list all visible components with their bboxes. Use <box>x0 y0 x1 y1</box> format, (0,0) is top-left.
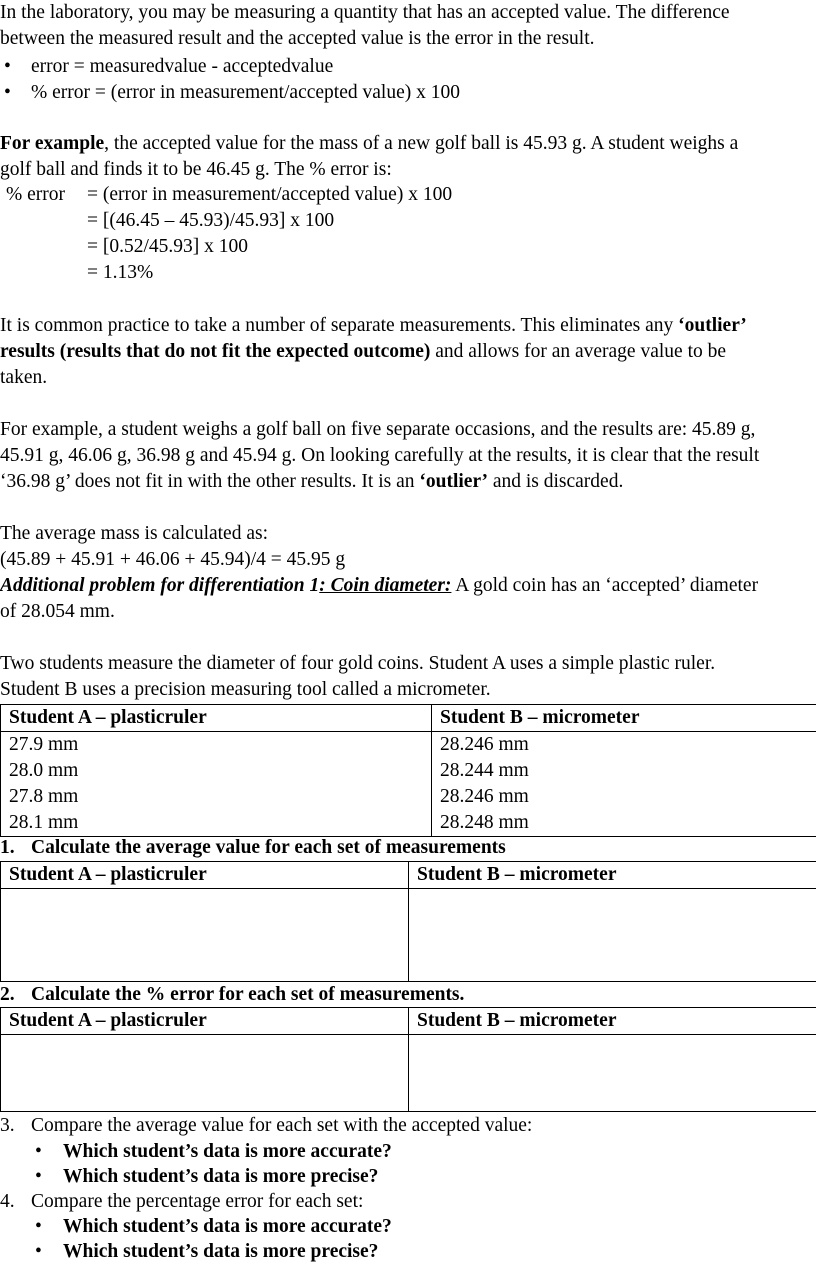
question-number: 1. <box>0 837 15 858</box>
bullet-text: error = measuredvalue - acceptedvalue <box>31 56 334 77</box>
students-line-1: Two students measure the diameter of four gold coins. Student A uses a simple plastic ruler. <box>0 653 716 674</box>
question-text: Compare the average value for each set with the accepted value: <box>31 1115 533 1136</box>
example-text: , the accepted value for the mass of a new golf ball is 45.93 g. A student weighs a <box>104 133 739 154</box>
table-cell: 28.0 mm <box>1 758 432 784</box>
table-header-cell: Student A – plasticruler <box>1 1008 409 1035</box>
answer-row <box>1 1035 816 1112</box>
table-cell: 28.246 mm <box>432 732 816 759</box>
calc-step: = (error in measurement/accepted value) x 100 <box>87 184 453 205</box>
practice-line-1 <box>0 313 747 339</box>
table-header-row <box>1 705 816 732</box>
bullet-text: Which student’s data is more precise? <box>63 1241 379 1262</box>
table-cell: 28.246 mm <box>432 784 816 810</box>
example-lead: For example <box>0 133 105 154</box>
table-header-row <box>1 1008 816 1035</box>
table-cell: 28.244 mm <box>432 758 816 784</box>
practice-text: and allows for an average value to be <box>430 341 727 362</box>
problem-text: A gold coin has an ‘accepted’ diameter <box>451 575 759 596</box>
students-line-2: Student B uses a precision measuring tool called a micrometer. <box>0 679 491 700</box>
bullet-text: Which student’s data is more accurate? <box>63 1216 392 1237</box>
question-number: 2. <box>0 984 15 1005</box>
answer-row <box>1 889 816 982</box>
calc-step: = [0.52/45.93] x 100 <box>87 236 249 257</box>
question-text: Calculate the % error for each set of measurements. <box>31 984 465 1005</box>
bullet-icon: • <box>35 1141 42 1162</box>
example2-text: ‘36.98 g’ does not fit in with the other results. It is an <box>0 471 420 492</box>
table-row <box>1 784 816 810</box>
practice-line-3: taken. <box>0 367 48 388</box>
table-cell: 28.248 mm <box>432 810 816 837</box>
problem-subtitle: : Coin diameter: <box>319 575 452 596</box>
table-row <box>1 732 816 759</box>
calc-step: = [(46.45 – 45.93)/45.93] x 100 <box>87 210 335 231</box>
answer-cell-student-a[interactable] <box>1 1035 409 1112</box>
table-header-row <box>1 862 816 889</box>
example2-text: and is discarded. <box>487 471 624 492</box>
answer-cell-student-a[interactable] <box>1 889 409 982</box>
table-header-cell: Student B – micrometer <box>409 862 816 889</box>
example1-line-1 <box>0 131 738 157</box>
average-line-1: The average mass is calculated as: <box>0 523 269 544</box>
bullet-icon: • <box>35 1216 42 1237</box>
outlier-term: ‘outlier’ <box>419 471 488 492</box>
table-header-cell: Student A – plasticruler <box>1 705 432 732</box>
problem-line-2: of 28.054 mm. <box>0 601 115 622</box>
bullet-text: Which student’s data is more precise? <box>63 1166 379 1187</box>
bullet-icon: • <box>4 56 11 77</box>
calc-step: = 1.13% <box>87 262 154 283</box>
bullet-icon: • <box>35 1166 42 1187</box>
average-line-2: (45.89 + 45.91 + 46.06 + 45.94)/4 = 45.95 g <box>0 549 346 570</box>
answer-cell-student-b[interactable] <box>409 1035 816 1112</box>
problem-line-1 <box>0 573 758 599</box>
question-number: 3. <box>0 1115 15 1136</box>
example1-line-2: golf ball and finds it to be 46.45 g. The % error is: <box>0 159 392 180</box>
bullet-text: % error = (error in measurement/accepted value) x 100 <box>31 82 460 103</box>
example2-line-2: 45.91 g, 46.06 g, 36.98 g and 45.94 g. On looking carefully at the results, it is clear that the result <box>0 445 760 466</box>
intro-line-1: In the laboratory, you may be measuring a quantity that has an accepted value. The difference <box>0 2 730 23</box>
question-number: 4. <box>0 1191 15 1212</box>
intro-line-2: between the measured result and the accepted value is the error in the result. <box>0 28 595 49</box>
example2-line-3 <box>0 469 623 495</box>
percent-error-answer-table <box>0 1007 816 1112</box>
question-text: Calculate the average value for each set of measurements <box>31 837 506 858</box>
average-answer-table <box>0 861 816 982</box>
table-header-cell: Student B – micrometer <box>409 1008 816 1035</box>
bullet-icon: • <box>4 82 11 103</box>
example2-line-1: For example, a student weighs a golf ball on five separate occasions, and the results are: 45.89 g, <box>0 419 756 440</box>
table-cell: 27.8 mm <box>1 784 432 810</box>
table-row <box>1 758 816 784</box>
table-header-cell: Student B – micrometer <box>432 705 816 732</box>
table-row <box>1 810 816 837</box>
outlier-term: ‘outlier’ <box>678 315 747 336</box>
practice-line-2 <box>0 339 726 365</box>
question-text: Compare the percentage error for each set: <box>31 1191 364 1212</box>
outlier-definition: results (results that do not fit the expected outcome) <box>0 341 431 362</box>
problem-title: Additional problem for differentiation 1 <box>0 575 320 596</box>
answer-cell-student-b[interactable] <box>409 889 816 982</box>
table-cell: 28.1 mm <box>1 810 432 837</box>
bullet-text: Which student’s data is more accurate? <box>63 1141 392 1162</box>
table-header-cell: Student A – plasticruler <box>1 862 409 889</box>
practice-text: It is common practice to take a number of separate measurements. This eliminates any <box>0 315 679 336</box>
calc-label: % error <box>6 184 66 205</box>
bullet-icon: • <box>35 1241 42 1262</box>
table-cell: 27.9 mm <box>1 732 432 759</box>
measurements-table <box>0 704 816 837</box>
